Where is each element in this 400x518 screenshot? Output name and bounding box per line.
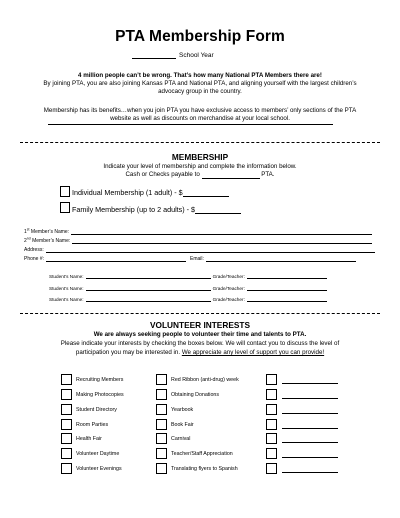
student-row: [49, 297, 327, 302]
address-label: Address:: [24, 247, 44, 253]
email-label: Email:: [190, 256, 204, 262]
volunteer-option-label: Recruiting Members: [76, 377, 124, 383]
grade-label: Grade/Teacher:: [212, 286, 245, 291]
volunteer-instruction: Please indicate your interests by checking the boxes below. We will contact you to discuss the level of: [60, 340, 340, 347]
benefits-text: Membership has its benefits…when you join PTA you have exclusive access to members’ only sections of the PTA website as well as discounts on merchandise at your local school.: [43, 107, 357, 123]
second-member-num: 2: [24, 238, 27, 244]
grade-label: Grade/Teacher:: [212, 297, 245, 302]
volunteer-option-label: Red Ribbon (anti-drug) week: [171, 377, 239, 383]
second-member-sup: nd: [26, 236, 31, 241]
other-interest-field[interactable]: [282, 413, 338, 414]
student-name-field[interactable]: [86, 274, 211, 279]
section-divider: [20, 313, 380, 314]
first-member-field[interactable]: [71, 230, 372, 235]
other-interest-checkbox[interactable]: [266, 404, 277, 415]
other-interest-field[interactable]: [282, 442, 338, 443]
volunteer-checkbox[interactable]: [156, 433, 167, 444]
phone-email-row: [24, 256, 356, 262]
other-interest-field[interactable]: [282, 428, 338, 429]
intro-headline: 4 million people can’t be wrong. That’s how many National PTA Members there are!: [78, 72, 322, 79]
volunteer-checkbox[interactable]: [156, 463, 167, 474]
volunteer-checkbox[interactable]: [156, 389, 167, 400]
school-year-label: School Year: [179, 52, 214, 59]
volunteer-option-label: Health Fair: [76, 436, 102, 442]
individual-membership-row: [72, 188, 229, 197]
student-name-field[interactable]: [86, 286, 211, 291]
student-label: Student’s Name:: [49, 297, 84, 302]
volunteer-option-label: Volunteer Daytime: [76, 451, 120, 457]
address-field[interactable]: [46, 248, 375, 253]
school-year-row: [132, 52, 214, 59]
volunteer-checkbox[interactable]: [156, 448, 167, 459]
first-member-num: 1: [24, 229, 27, 235]
other-interest-checkbox[interactable]: [266, 389, 277, 400]
volunteer-option-label: Obtaining Donations: [171, 392, 219, 398]
volunteer-checkbox[interactable]: [61, 448, 72, 459]
family-membership-label: Family Membership (up to 2 adults) - $: [72, 205, 196, 214]
second-member-text: Member’s Name:: [30, 238, 71, 244]
phone-label: Phone #:: [24, 256, 45, 262]
payable-suffix: PTA.: [261, 171, 275, 178]
second-member-field[interactable]: [72, 239, 372, 244]
student-label: Student’s Name:: [49, 286, 84, 291]
first-member-label: [24, 229, 69, 235]
student-row: [49, 286, 327, 291]
volunteer-instruction-2: [0, 349, 400, 357]
other-interest-field[interactable]: [282, 472, 338, 473]
volunteer-option-label: Student Directory: [76, 407, 117, 413]
other-interest-checkbox[interactable]: [266, 463, 277, 474]
volunteer-option-label: Book Fair: [171, 422, 194, 428]
second-member-label: [24, 238, 70, 244]
grade-field[interactable]: [247, 274, 327, 279]
other-interest-checkbox[interactable]: [266, 433, 277, 444]
payable-row: [0, 171, 400, 179]
other-interest-field[interactable]: [282, 398, 338, 399]
individual-amount-field[interactable]: [183, 190, 229, 197]
volunteer-tagline: We are always seeking people to volunteer their time and talents to PTA.: [93, 331, 307, 338]
family-amount-field[interactable]: [195, 207, 241, 214]
support-note: We appreciate any level of support you can provide!: [181, 349, 325, 356]
volunteer-instruction-text: participation you may be interested in.: [75, 349, 181, 356]
first-member-sup: st: [26, 227, 30, 232]
second-member-row: [24, 238, 372, 244]
volunteer-checkbox[interactable]: [61, 374, 72, 385]
volunteer-checkbox[interactable]: [61, 463, 72, 474]
first-member-text: Member’s Name:: [29, 229, 70, 235]
school-year-field[interactable]: [132, 52, 176, 59]
volunteer-option-label: Yearbook: [171, 407, 194, 413]
volunteer-checkbox[interactable]: [156, 404, 167, 415]
volunteer-heading: VOLUNTEER INTERESTS: [149, 320, 251, 330]
volunteer-option-label: Teacher/Staff Appreciation: [171, 451, 233, 457]
membership-instruction: Indicate your level of membership and complete the information below.: [103, 163, 297, 170]
volunteer-option-label: Making Photocopies: [76, 392, 124, 398]
membership-heading: MEMBERSHIP: [171, 152, 229, 162]
volunteer-checkbox[interactable]: [61, 389, 72, 400]
intro-text: By joining PTA, you are also joining Kansas PTA and National PTA, and aligning yourself with the largest children’s advocacy group in the country.: [43, 80, 357, 96]
individual-membership-checkbox[interactable]: [60, 186, 70, 197]
family-membership-checkbox[interactable]: [60, 202, 70, 213]
other-interest-field[interactable]: [282, 457, 338, 458]
individual-membership-label: Individual Membership (1 adult) - $: [72, 188, 183, 197]
other-interest-field[interactable]: [282, 383, 338, 384]
family-membership-row: [72, 205, 241, 214]
address-row: [24, 247, 375, 253]
grade-label: Grade/Teacher:: [212, 274, 245, 279]
other-interest-checkbox[interactable]: [266, 374, 277, 385]
student-name-field[interactable]: [86, 297, 211, 302]
form-title: PTA Membership Form: [115, 28, 285, 45]
email-field[interactable]: [206, 257, 356, 262]
student-row: [49, 274, 327, 279]
grade-field[interactable]: [247, 286, 327, 291]
volunteer-option-label: Carnival: [171, 436, 191, 442]
phone-field[interactable]: [46, 257, 186, 262]
other-interest-checkbox[interactable]: [266, 448, 277, 459]
volunteer-checkbox[interactable]: [61, 433, 72, 444]
payable-prefix: Cash or Checks payable to: [125, 171, 200, 178]
first-member-row: [24, 229, 372, 235]
section-divider: [20, 142, 380, 143]
volunteer-checkbox[interactable]: [156, 374, 167, 385]
volunteer-checkbox[interactable]: [156, 419, 167, 430]
benefits-underline: [48, 124, 333, 125]
volunteer-checkbox[interactable]: [61, 404, 72, 415]
volunteer-option-label: Translating flyers to Spanish: [171, 466, 238, 472]
grade-field[interactable]: [247, 297, 327, 302]
volunteer-option-label: Room Parties: [76, 422, 109, 428]
other-interest-checkbox[interactable]: [266, 419, 277, 430]
volunteer-option-label: Volunteer Evenings: [76, 466, 122, 472]
student-label: Student’s Name:: [49, 274, 84, 279]
volunteer-checkbox[interactable]: [61, 419, 72, 430]
payable-to-field[interactable]: [202, 172, 260, 179]
